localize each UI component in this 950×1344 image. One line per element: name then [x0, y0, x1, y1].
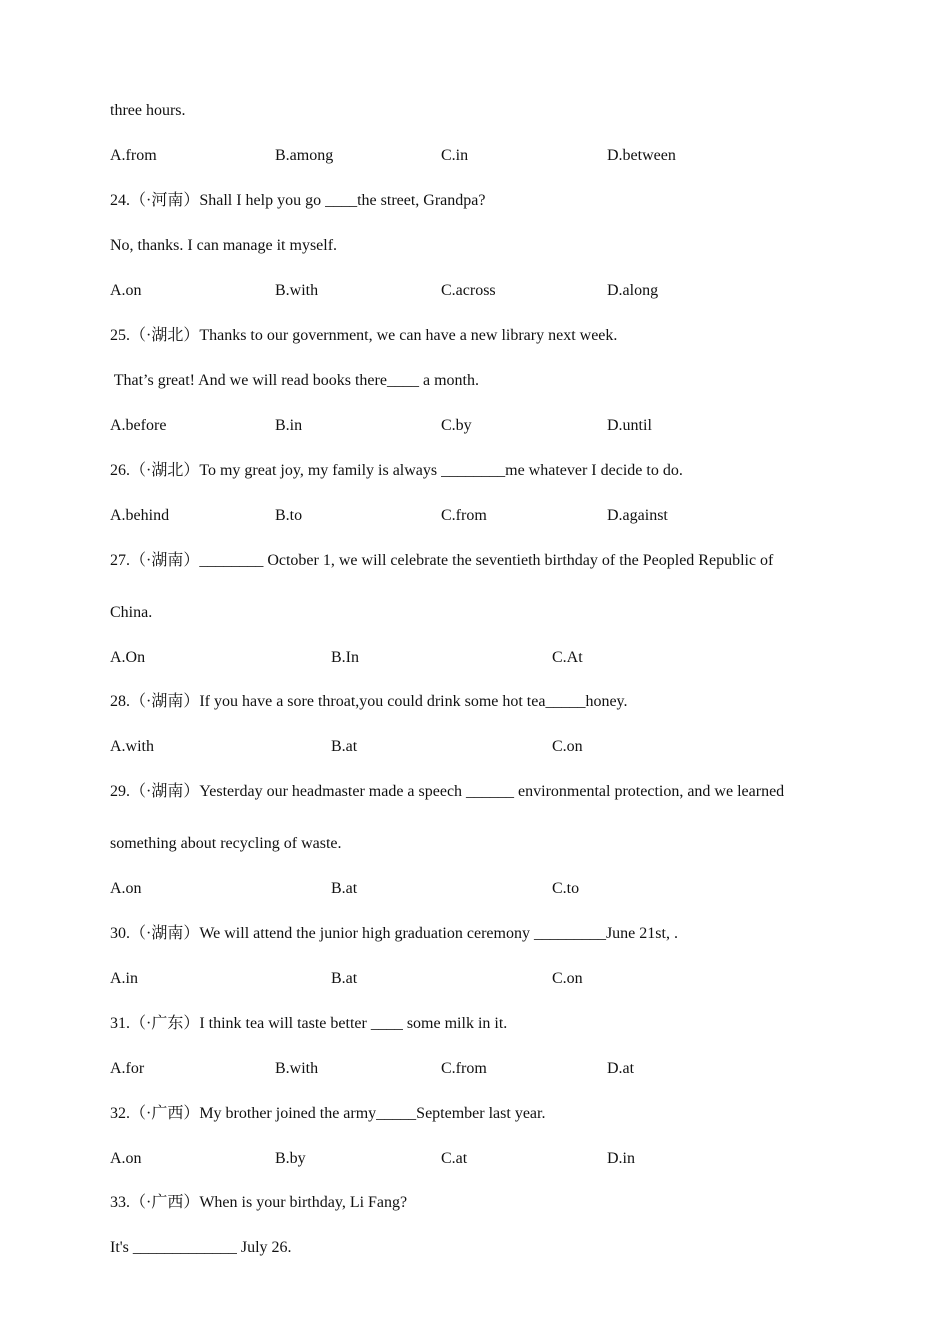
q23-option-a: A.from — [110, 147, 157, 164]
q29-option-c: C.to — [552, 880, 580, 897]
q29-option-b: B.at — [331, 880, 358, 897]
question-32: 32.（·广西）My brother joined the army_____September last year. — [110, 1105, 546, 1122]
q23-option-c: C.in — [441, 147, 469, 164]
question-25: 25.（·湖北）Thanks to our government, we can have a new library next week. — [110, 327, 618, 344]
question-33-reply: It's _____________ July 26. — [110, 1239, 292, 1256]
q31-option-b: B.with — [275, 1060, 319, 1077]
q23-option-b: B.among — [275, 147, 334, 164]
q31-option-d: D.at — [607, 1060, 635, 1077]
q24-option-a: A.on — [110, 282, 142, 299]
q28-option-a: A.with — [110, 738, 154, 755]
q24-option-b: B.with — [275, 282, 319, 299]
question-31: 31.（·广东）I think tea will taste better ____ some milk in it. — [110, 1015, 508, 1032]
question-28: 28.（·湖南）If you have a sore throat,you could drink some hot tea_____honey. — [110, 693, 628, 710]
q27-option-b: B.In — [331, 649, 359, 666]
q26-option-b: B.to — [275, 507, 303, 524]
q31-option-c: C.from — [441, 1060, 487, 1077]
q30-option-a: A.in — [110, 970, 138, 987]
q32-option-c: C.at — [441, 1150, 468, 1167]
question-23-continuation: three hours. — [110, 102, 186, 119]
question-24: 24.（·河南）Shall I help you go ____the street, Grandpa? — [110, 192, 486, 209]
question-27-continuation: China. — [110, 604, 153, 621]
q32-option-a: A.on — [110, 1150, 142, 1167]
question-29-continuation: something about recycling of waste. — [110, 835, 342, 852]
q25-option-a: A.before — [110, 417, 167, 434]
q23-option-d: D.between — [607, 147, 676, 164]
q26-option-c: C.from — [441, 507, 487, 524]
question-30: 30.（·湖南）We will attend the junior high graduation ceremony _________June 21st, . — [110, 925, 678, 942]
question-29: 29.（·湖南）Yesterday our headmaster made a speech ______ environmental protection, and we learned — [110, 783, 785, 800]
q29-option-a: A.on — [110, 880, 142, 897]
q24-option-c: C.across — [441, 282, 496, 299]
question-26: 26.（·湖北）To my great joy, my family is always ________me whatever I decide to do. — [110, 462, 683, 479]
q32-option-b: B.by — [275, 1150, 306, 1167]
q28-option-b: B.at — [331, 738, 358, 755]
q27-option-c: C.At — [552, 649, 583, 666]
question-33: 33.（·广西）When is your birthday, Li Fang? — [110, 1194, 408, 1211]
question-27: 27.（·湖南）________ October 1, we will celebrate the seventieth birthday of the Peopled Republic of — [110, 552, 774, 569]
question-24-reply: No, thanks. I can manage it myself. — [110, 237, 338, 254]
q26-option-d: D.against — [607, 507, 668, 524]
q32-option-d: D.in — [607, 1150, 635, 1167]
q30-option-b: B.at — [331, 970, 358, 987]
question-25-reply: That’s great! And we will read books there____ a month. — [110, 372, 479, 389]
q30-option-c: C.on — [552, 970, 583, 987]
q26-option-a: A.behind — [110, 507, 170, 524]
q24-option-d: D.along — [607, 282, 659, 299]
q27-option-a: A.On — [110, 649, 146, 666]
q31-option-a: A.for — [110, 1060, 145, 1077]
q25-option-c: C.by — [441, 417, 472, 434]
q25-option-d: D.until — [607, 417, 652, 434]
q28-option-c: C.on — [552, 738, 583, 755]
q25-option-b: B.in — [275, 417, 303, 434]
